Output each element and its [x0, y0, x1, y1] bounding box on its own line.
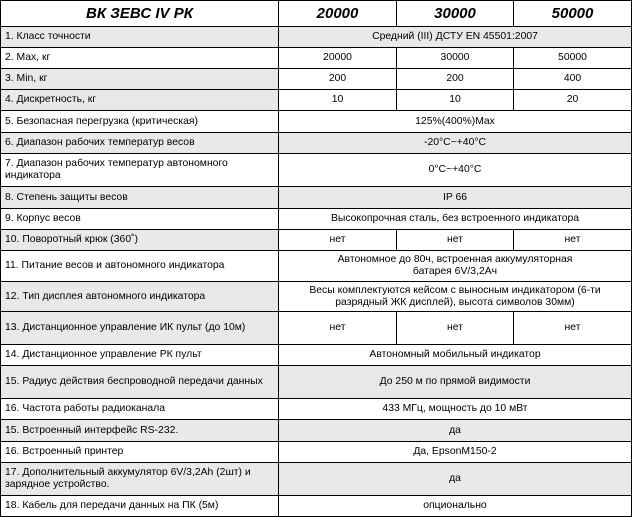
value-indicator-temperature: 0°C~+40°C [279, 154, 632, 187]
param-discreteness: 4. Дискретность, кг [1, 90, 279, 111]
table-row [1, 209, 632, 230]
param-protection-degree: 8. Степень защиты весов [1, 187, 279, 209]
value-safe-overload: 125%(400%)Max [279, 111, 632, 133]
param-scale-temperature: 6. Диапазон рабочих температур весов [1, 133, 279, 154]
table-row [1, 187, 632, 209]
table-row [1, 366, 632, 399]
header-model: ВК ЗЕВС IV РК [1, 1, 279, 27]
param-wireless-range: 15. Радиус действия беспроводной передачи данных [1, 366, 279, 399]
param-rs232: 15. Встроенный интерфейс RS-232. [1, 420, 279, 442]
param-power: 11. Питание весов и автономного индикатора [1, 251, 279, 282]
table-row [1, 27, 632, 48]
value-discreteness-20000: 10 [279, 90, 397, 111]
value-min-50000: 400 [514, 69, 632, 90]
param-safe-overload: 5. Безопасная перегрузка (критическая) [1, 111, 279, 133]
table-row [1, 48, 632, 69]
table-row [1, 496, 632, 517]
value-display-type: Весы комплектуются кейсом с выносным индикатором (6-ти разрядный ЖК дисплей), высота символов 30мм) [279, 282, 632, 312]
value-ir-remote-30000: нет [397, 312, 514, 345]
param-extra-battery: 17. Дополнительный аккумулятор 6V/3,2Ah (2шт) и зарядное устройство. [1, 463, 279, 496]
table-row [1, 399, 632, 420]
value-radio-frequency: 433 МГц, мощность до 10 мВт [279, 399, 632, 420]
table-row [1, 154, 632, 187]
table-row [1, 69, 632, 90]
param-radio-frequency: 16. Частота работы радиоканала [1, 399, 279, 420]
table-row [1, 251, 632, 282]
value-pc-cable: опционально [279, 496, 632, 517]
table-row [1, 442, 632, 463]
value-wireless-range: До 250 м по прямой видимости [279, 366, 632, 399]
param-printer: 16. Встроенный принтер [1, 442, 279, 463]
param-housing: 9. Корпус весов [1, 209, 279, 230]
param-indicator-temperature: 7. Диапазон рабочих температур автономного индикатора [1, 154, 279, 187]
table-row [1, 463, 632, 496]
value-max-30000: 30000 [397, 48, 514, 69]
header-row [1, 1, 632, 27]
param-display-type: 12. Тип дисплея автономного индикатора [1, 282, 279, 312]
table-row [1, 282, 632, 312]
value-max-20000: 20000 [279, 48, 397, 69]
param-pc-cable: 18. Кабель для передачи данных на ПК (5м) [1, 496, 279, 517]
value-housing: Высокопрочная сталь, без встроенного индикатора [279, 209, 632, 230]
param-max: 2. Max, кг [1, 48, 279, 69]
header-capacity-20000: 20000 [279, 1, 397, 27]
table-row [1, 345, 632, 366]
table-row [1, 133, 632, 154]
value-rf-remote: Автономный мобильный индикатор [279, 345, 632, 366]
table-row [1, 111, 632, 133]
value-power: Автономное до 80ч, встроенная аккумуляторная батарея 6V/3,2Ач [279, 251, 632, 282]
value-discreteness-30000: 10 [397, 90, 514, 111]
value-discreteness-50000: 20 [514, 90, 632, 111]
value-swivel-hook-50000: нет [514, 230, 632, 251]
value-min-30000: 200 [397, 69, 514, 90]
value-protection-degree: IP 66 [279, 187, 632, 209]
value-printer: Да, EpsonM150-2 [279, 442, 632, 463]
value-swivel-hook-20000: нет [279, 230, 397, 251]
value-min-20000: 200 [279, 69, 397, 90]
header-capacity-50000: 50000 [514, 1, 632, 27]
value-accuracy-class: Средний (III) ДСТУ EN 45501:2007 [279, 27, 632, 48]
param-swivel-hook: 10. Поворотный крюк (360˚) [1, 230, 279, 251]
param-min: 3. Min, кг [1, 69, 279, 90]
table-row [1, 230, 632, 251]
table-row [1, 90, 632, 111]
value-max-50000: 50000 [514, 48, 632, 69]
spec-table-body [1, 1, 632, 517]
param-ir-remote: 13. Дистанционное управление ИК пульт (до 10м) [1, 312, 279, 345]
param-accuracy-class: 1. Класс точности [1, 27, 279, 48]
value-extra-battery: да [279, 463, 632, 496]
value-scale-temperature: -20°C~+40°C [279, 133, 632, 154]
table-row [1, 312, 632, 345]
table-row [1, 420, 632, 442]
value-ir-remote-20000: нет [279, 312, 397, 345]
value-rs232: да [279, 420, 632, 442]
value-ir-remote-50000: нет [514, 312, 632, 345]
header-capacity-30000: 30000 [397, 1, 514, 27]
value-swivel-hook-30000: нет [397, 230, 514, 251]
param-rf-remote: 14. Дистанционное управление РК пульт [1, 345, 279, 366]
